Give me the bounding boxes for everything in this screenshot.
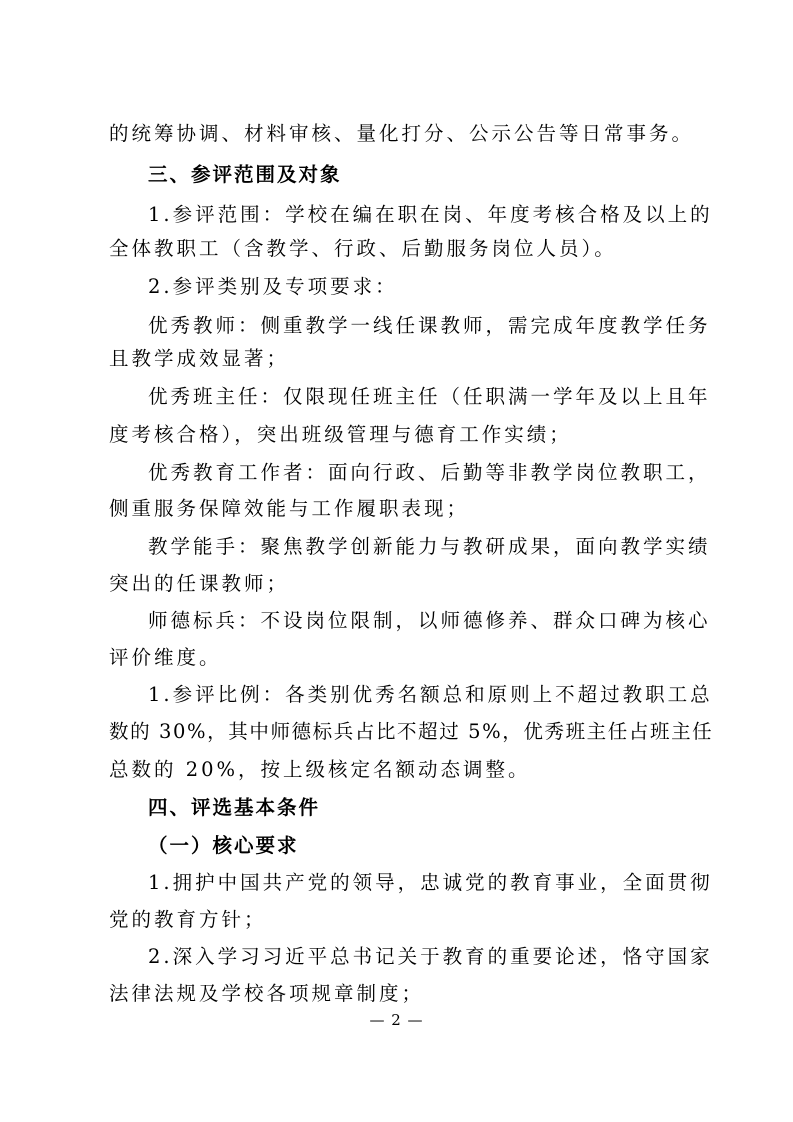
body-text-line: 度考核合格），突出班级管理与德育工作实绩； bbox=[109, 423, 572, 446]
section-heading-3: 三、参评范围及对象 bbox=[148, 163, 342, 186]
body-text-line: 且教学成效显著； bbox=[109, 347, 290, 370]
subsection-heading: （一）核心要求 bbox=[148, 834, 299, 857]
body-text-line: 评价维度。 bbox=[109, 646, 222, 669]
body-text-line: 2.参评类别及专项要求： bbox=[148, 275, 398, 298]
page-number: — 2 — bbox=[369, 1011, 424, 1029]
body-text-line: 1.拥护中国共产党的领导，忠诚党的教育事业，全面贯彻 bbox=[148, 871, 713, 894]
body-text-line: 师德标兵：不设岗位限制，以师德修养、群众口碑为核心 bbox=[148, 609, 711, 632]
body-text-line: 1.参评范围：学校在编在职在岗、年度考核合格及以上的 bbox=[148, 203, 713, 226]
body-text-line: 教学能手：聚焦教学创新能力与教研成果，面向教学实绩 bbox=[148, 535, 711, 558]
body-text-line: 全体教职工（含教学、行政、后勤服务岗位人员）。 bbox=[109, 237, 617, 260]
body-text-line: 党的教育方针； bbox=[109, 908, 267, 931]
body-text-line: 优秀班主任：仅限现任班主任（任职满一学年及以上且年 bbox=[148, 385, 711, 408]
body-text-line: 总数的 20%，按上级核定名额动态调整。 bbox=[109, 758, 531, 781]
body-text-line: 数的 30%，其中师德标兵占比不超过 5%，优秀班主任占班主任 bbox=[109, 720, 714, 743]
body-text-line: 法律法规及学校各项规章制度； bbox=[109, 982, 425, 1005]
body-text-line: 2.深入学习习近平总书记关于教育的重要论述，恪守国家 bbox=[148, 945, 713, 968]
body-text-line: 优秀教师：侧重教学一线任课教师，需完成年度教学任务 bbox=[148, 314, 711, 337]
body-text-line: 优秀教育工作者：面向行政、后勤等非教学岗位教职工， bbox=[148, 461, 711, 484]
body-text-line: 1.参评比例：各类别优秀名额总和原则上不超过教职工总 bbox=[148, 683, 713, 706]
body-text-line: 的统筹协调、材料审核、量化打分、公示公告等日常事务。 bbox=[109, 122, 695, 145]
body-text-line: 侧重服务保障效能与工作履职表现； bbox=[109, 497, 470, 520]
section-heading-4: 四、评选基本条件 bbox=[148, 796, 321, 819]
body-text-line: 突出的任课教师； bbox=[109, 572, 290, 595]
